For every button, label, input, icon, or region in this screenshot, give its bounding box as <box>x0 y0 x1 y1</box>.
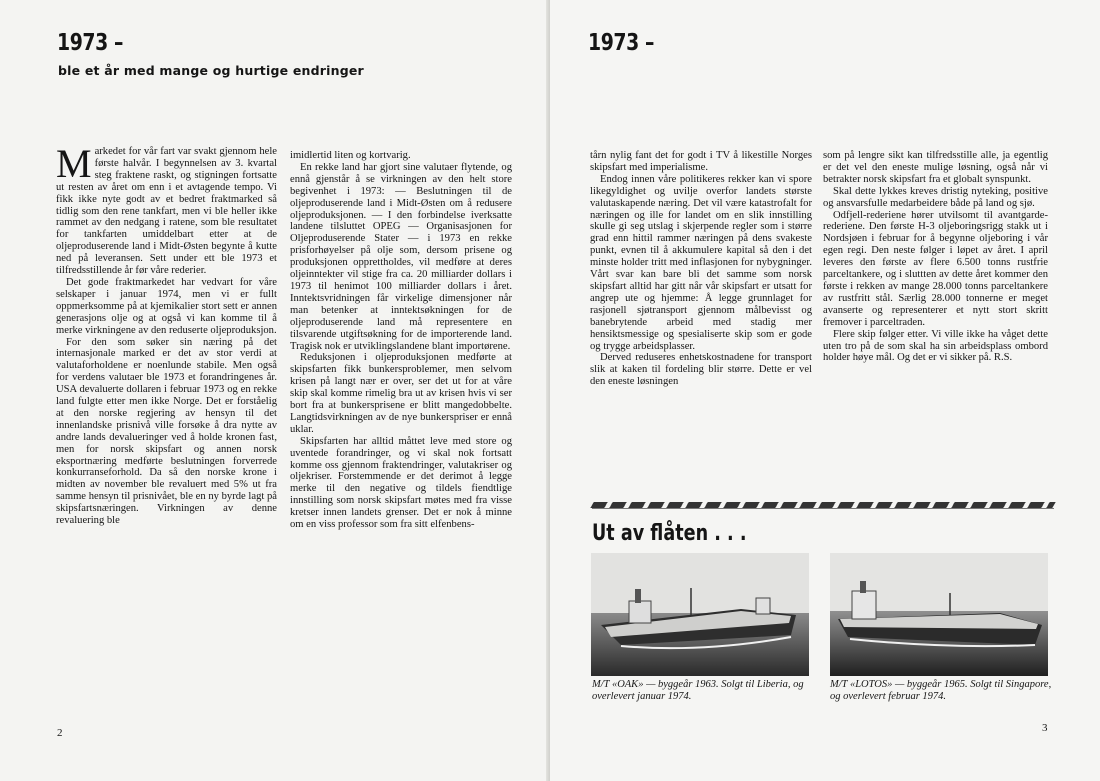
paragraph: Reduksjonen i oljeproduksjonen medførte at skipsfarten fikk bunkersproblemer, men selvom krisen på langt nær er over, ser det ut for at våre skip skal komme rimelig bra ut av krisen hvis vi ser bort fra at bunkersprisene er blitt mangedobbelte. Langtidsvirkningen av de nye bunkerspriser er ennå uklar. <box>290 352 512 435</box>
ship-oak-image <box>591 553 809 676</box>
ship-lotos-image <box>830 553 1048 676</box>
paragraph: Derved reduseres enhetskostnadene for transport slik at kaken til fordeling blir større. Dette er vel den eneste løsningen <box>590 352 812 388</box>
page-number: 2 <box>57 727 63 739</box>
ship-photo-lotos <box>830 553 1048 676</box>
drop-cap: M <box>56 146 92 186</box>
paragraph: For den som søker sin næring på det internasjonale marked er det av stor verdi at valutaforholdene er noenlunde stabile. Men også for verdens valutaer ble 1973 et forandringenes år. USA devaluerte dollaren i februar 1973 og en rekke land fulgte etter men ikke Norge. Det er forståelig at den norske regjering av hensyn til det innenlandske prisnivå ville forsøke å dra nytte av andre lands devalueringer ved å holde kronen fast, men for norsk skipsfart og annen norsk eksportnæring medførte beslutningen forverrede konkurranseforhold. Da så den norske krone i midten av november ble revaluert med 5% ut fra samme hensyn til prisnivået, ble en ny byrde lagt på skipsfartsnæringen. Virkningen av denne revaluering ble <box>56 336 277 527</box>
text-column-3 <box>590 150 812 488</box>
page-subtitle: ble et år med mange og hurtige endringer <box>58 63 364 78</box>
paragraph: tårn nylig fant det for godt i TV å likestille Norges skipsfart med imperialisme. <box>590 150 812 173</box>
year-heading: 1973 – <box>57 30 124 56</box>
text-column-2 <box>290 150 512 711</box>
photo-caption-oak: M/T «OAK» — byggeår 1963. Solgt til Liberia, og overlevert januar 1974. <box>592 679 804 702</box>
paragraph: Det gode fraktmarkedet har vedvart for våre selskaper i januar 1974, men vi er fullt oppmerksomme på at kjemikalier stort sett er annen generasjons olje og at også vi kan komme til å merke virkningene av den reduserte oljeproduksjon. <box>56 276 277 336</box>
text-column-1 <box>56 146 277 711</box>
section-title: Ut av flåten . . . <box>592 521 747 546</box>
page-number: 3 <box>1042 722 1048 734</box>
paragraph: Odfjell-rederiene hører utvilsomt til avantgarde-rederiene. Den første H-3 oljeboringsrigg stakk ut i Nordsjøen i februar for å begynne oljeboring i vår egen regi. Den neste følger i løpet av året. I april leveres den første av flere 6.500 tonns rustfrie parceltankere, og i sluttten av dette året kommer den første i rekken av mange 28.000 tonns parceltankere av rustfritt stål. Særlig 28.000 tonnerne er meget avanserte og representerer et nytt stort skritt fremover i parceltraden. <box>823 209 1048 328</box>
paragraph: Skipsfarten har alltid måttet leve med store og uventede forandringer, og vi skal nok fortsatt komme oss gjennom fraktendringer, valutakriser og oljekriser. Forstemmende er det derimot å legge merke til den negative og tildels fiendtlige innstilling som norsk skipsfart møtes med fra visse kretser innen landets grenser. Det er nok å minne om en viss professor som fra sitt elfenbens- <box>290 435 512 531</box>
text-column-4 <box>823 150 1048 495</box>
paragraph: som på lengre sikt kan tilfredsstille alle, ja egentlig er det vel den eneste mulige løsning, også når vi betrakter norsk skipsfart fra et globalt synspunkt. <box>823 150 1048 185</box>
paragraph: imidlertid liten og kortvarig. <box>290 150 411 161</box>
paragraph: Skal dette lykkes kreves dristig nyteking, positive og ansvarsfulle medarbeidere både på land og sjø. <box>823 185 1048 209</box>
section-divider-line <box>592 508 1054 509</box>
paragraph: En rekke land har gjort sine valutaer flytende, og ennå gjenstår å se virkningen av den helt store begivenhet i 1973: — Beslutningen til de oljeproduserende land i Midt-Østen om å redusere oljeproduksjonen. — I den forbindelse iverksatte landene tilsluttet OPEG — Organisasjonen for Oljeproduserende Stater — i 1973 en rekke prisforhøyelser på olje som, dersom prisene og produksjonen opprettholdes, vil medføre at deres oljeinntekter vil stige fra ca. 20 milliarder dollars i 1973 til henimot 100 milliarder dollars i året. Inntektsvridningen får virkelige dimensjoner når man betenker at inntektsøkningen for de oljeproduserende land må representere en tilsvarende utgiftsøkning for de importerende land. Tragisk nok er utviklingslandene blant importørene. <box>290 161 512 352</box>
year-heading: 1973 – <box>588 30 655 56</box>
paragraph: Endog innen våre politikeres rekker kan vi spore likegyldighet og uvilje overfor landets største valutaskapende næring. Det vil være katastrofalt for næringen og ille for landet om en slik innstilling skulle gi seg utslag i skjerpende regler som i større grad enn hittil rammer næringen på dens svakeste punkt, evnen til å akkumulere kapital så den i det minste holder tritt med inflasjonen for nybygninger. Vårt svar kan bare bli det samme som norsk skipsfart alltid har gitt når vår skipsfart er utsatt for angrep ute og hjemme: Å legge grunnlaget for rasjonell sjøtransport gjennom målbevisst og banebrytende arbeid med stadig mer hensiktsmessige og spesialiserte skip som er gode og trygge arbeidsplasser. <box>590 173 812 352</box>
ship-photo-oak <box>591 553 809 676</box>
photo-caption-lotos: M/T «LOTOS» — byggeår 1965. Solgt til Singapore, og overlevert februar 1974. <box>830 679 1052 702</box>
paragraph: Markedet for vår fart var svakt gjennom hele første halvår. I begynnelsen av 3. kvartal steg fraktene raskt, og stigningen fortsatte ut resten av året om enn i et avtagende tempo. Vi fikk ikke nyte godt av et bedret fraktmarked så tidlig som den rene tankfart, men vi ble heller ikke rammet av den nedgang i ratene, som ble resultatet for tankfarten umiddelbart etter at de oljeproduserende land i Midt-Østen begynte å kutte ned på leveransen. Sett under ett ble 1973 et tilfredsstillende år før våre rederier. <box>56 146 277 277</box>
paragraph: Flere skip følger etter. Vi ville ikke ha våget dette uten tro på de som skal ha sin arbeidsplass ombord holder høye mål. Og det er vi sikker på. R.S. <box>823 328 1048 364</box>
